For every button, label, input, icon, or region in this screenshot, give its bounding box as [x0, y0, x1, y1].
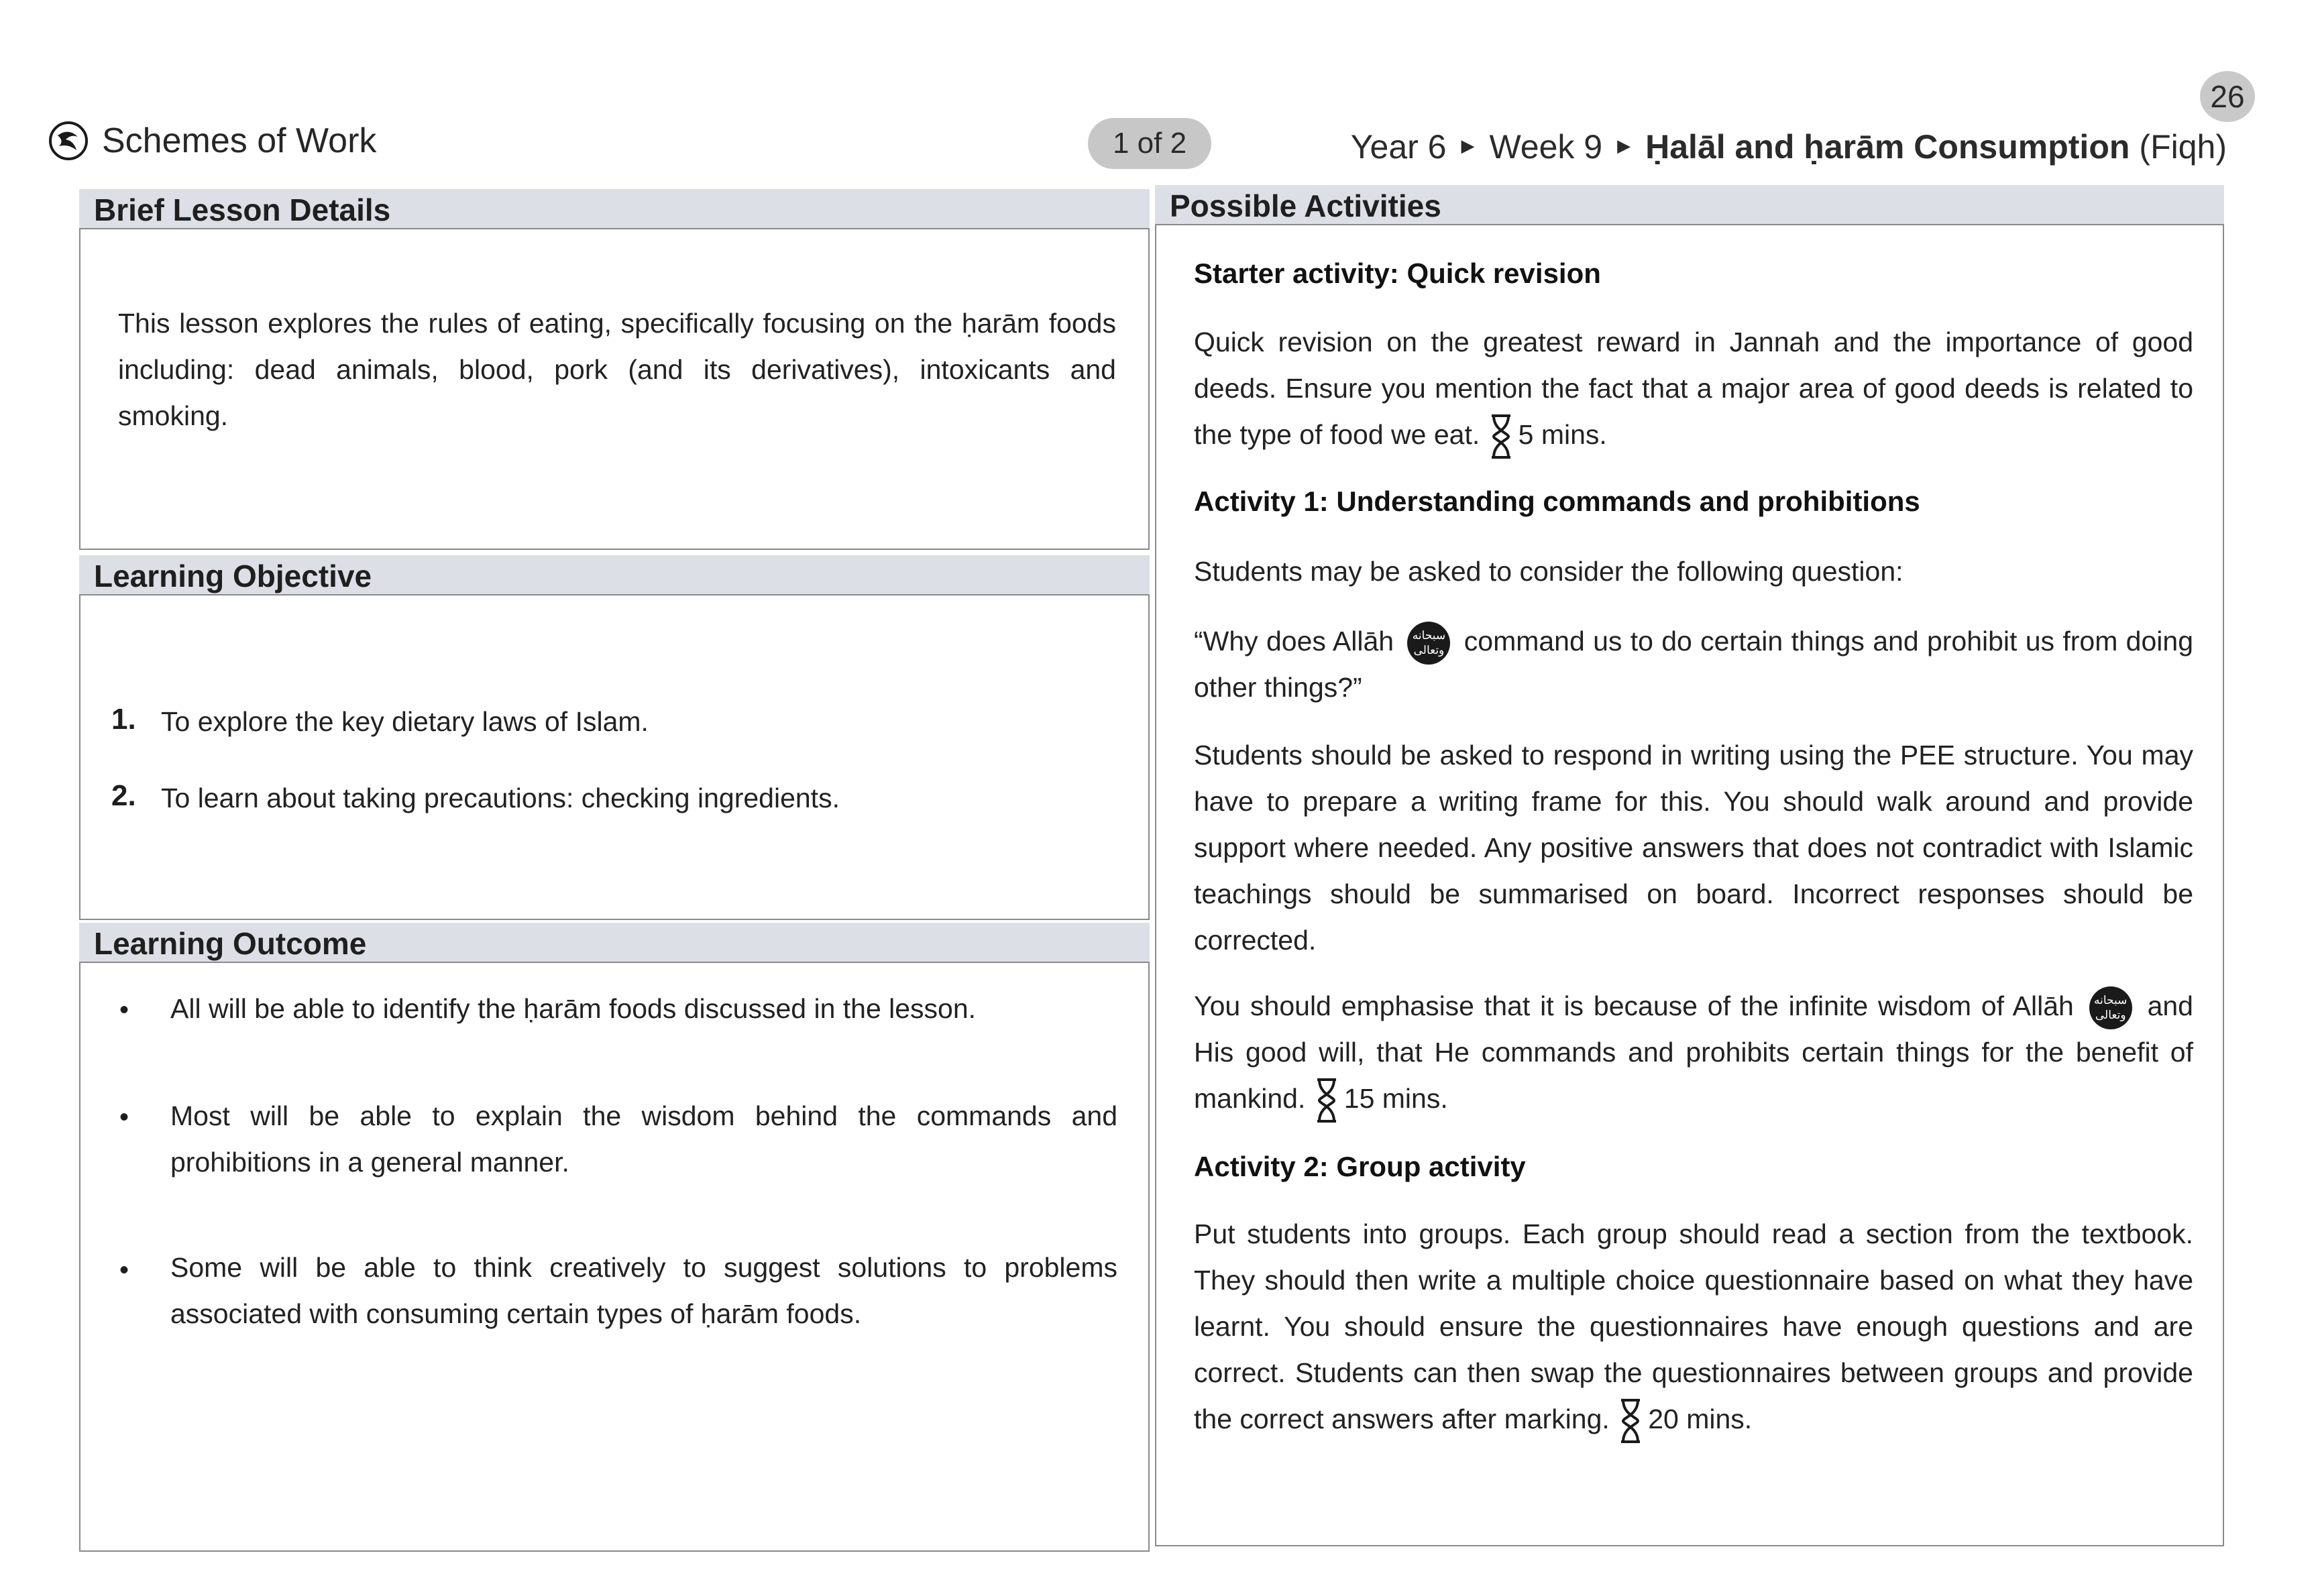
page-number-badge: 26 — [2200, 71, 2255, 122]
header-logo — [48, 121, 376, 161]
outcome-item: Most will be able to explain the wisdom behind the commands and prohibitions in a general manner. — [170, 1100, 1117, 1178]
hourglass-icon — [1617, 1398, 1644, 1444]
activity2-body: Put students into groups. Each group should read a section from the textbook. They should then write a multiple choice questionnaire based on what they have learnt. You should ensure the questionnaires have enough questions and are correct. Students can then swap the questionnaires between groups and provide the correct answers after marking. — [1194, 1218, 2193, 1434]
objective-panel — [79, 594, 1150, 920]
objective-item: To explore the key dietary laws of Islam. — [161, 706, 649, 737]
activity1-instructions: Students should be asked to respond in writing using the PEE structure. You may have to prepare a writing frame for this. You should walk around and provide support where needed. Any positive answers that does not contradict with Islamic teachings should be summarised on board. Incorrect responses should be corrected. — [1194, 740, 2193, 956]
bullet-dot: • — [119, 1102, 129, 1132]
triangle-right-icon: ▶ — [1461, 135, 1475, 156]
activity2-time: 20 mins. — [1648, 1404, 1753, 1434]
breadcrumb-subject: (Fiqh) — [2139, 128, 2227, 166]
activity1-prompt: Students may be asked to consider the following question: — [1194, 556, 1903, 587]
triangle-right-icon: ▶ — [1617, 135, 1631, 156]
activity2-title: Activity 2: Group activity — [1194, 1151, 1526, 1182]
activity2-text — [1194, 1211, 2193, 1444]
starter-body: Quick revision on the greatest reward in Jannah and the importance of good deeds. Ensure you mention the fact that a major area of good deeds is related to the type of food we eat. — [1194, 327, 2193, 450]
brief-text: This lesson explores the rules of eating, specifically focusing on the ḥarām foods including: dead animals, blood, pork (and its derivatives), intoxicants and smoking. — [118, 308, 1116, 431]
arabic-seal-icon: سبحانه وتعالى — [1407, 622, 1450, 665]
activity1-time: 15 mins. — [1343, 1083, 1448, 1115]
breadcrumb-week: Week 9 — [1489, 128, 1603, 166]
hourglass-icon — [1313, 1077, 1340, 1124]
hourglass-icon — [1488, 413, 1514, 460]
outcome-heading: Learning Outcome — [79, 923, 1150, 964]
emphasis-start: You should emphasise that it is because of the infinite wisdom of Allāh — [1194, 990, 2074, 1021]
arabic-seal-icon: سبحانه وتعالى — [2089, 986, 2132, 1029]
starter-time: 5 mins. — [1518, 419, 1607, 450]
breadcrumb-topic: Ḥalāl and ḥarām Consumption — [1645, 128, 2130, 166]
swirl-logo-icon — [48, 121, 89, 161]
page-indicator: 1 of 2 — [1088, 118, 1211, 169]
activity1-emphasis — [1194, 983, 2193, 1124]
brief-heading: Brief Lesson Details — [79, 189, 1150, 231]
outcome-item: All will be able to identify the ḥarām foods discussed in the lesson. — [170, 993, 977, 1024]
objective-heading: Learning Objective — [79, 555, 1150, 597]
starter-text — [1194, 319, 2193, 460]
objective-number: 1. — [111, 703, 136, 736]
bullet-dot: • — [119, 1255, 129, 1285]
question-start: “Why does Allāh — [1194, 626, 1394, 657]
objective-number: 2. — [111, 779, 136, 812]
activity1-question — [1194, 618, 2193, 711]
breadcrumb-year: Year 6 — [1350, 128, 1447, 166]
question-end: command us to do certain things and prohibit us from doing other things?” — [1194, 626, 2193, 703]
bullet-dot: • — [119, 995, 129, 1025]
starter-title: Starter activity: Quick revision — [1194, 258, 1601, 289]
objective-item: To learn about taking precautions: checking ingredients. — [161, 783, 840, 813]
brand-title: Schemes of Work — [102, 121, 377, 160]
activity1-title: Activity 1: Understanding commands and prohibitions — [1194, 486, 1920, 517]
outcome-item: Some will be able to think creatively to suggest solutions to problems associated with consuming certain types of ḥarām foods. — [170, 1252, 1117, 1329]
emphasis-end: and His good will, that He commands and prohibits certain things for the benefit of mankind. — [1194, 990, 2193, 1115]
activities-heading: Possible Activities — [1155, 185, 2224, 227]
breadcrumb — [1351, 127, 2227, 166]
